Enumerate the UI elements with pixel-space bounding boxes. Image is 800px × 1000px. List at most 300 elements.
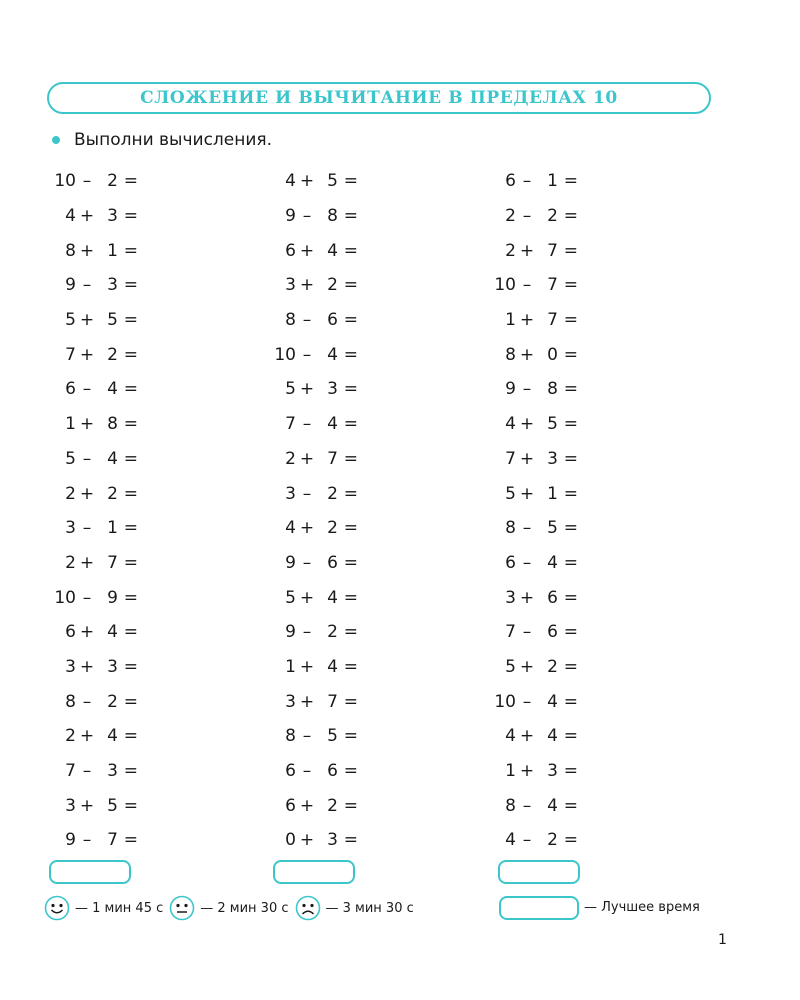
- problem-row: [484, 268, 578, 303]
- problem-operator: –: [522, 171, 532, 192]
- problem-operand-1: 5: [505, 656, 516, 677]
- problem-equals-sign: =: [123, 656, 138, 677]
- problem-row: [484, 372, 578, 407]
- problem-equals-sign: =: [123, 795, 138, 816]
- problem-row: [484, 719, 578, 754]
- problem-equals-sign: =: [123, 206, 138, 227]
- problem-equals-sign: =: [343, 587, 358, 608]
- problem-row: [44, 233, 138, 268]
- page-title: СЛОЖЕНИЕ И ВЫЧИТАНИЕ В ПРЕДЕЛАХ 10: [140, 88, 618, 108]
- problem-row: [264, 268, 358, 303]
- legend-text-neutral: — 2 мин 30 с: [200, 900, 289, 916]
- problem-column-2: [264, 164, 358, 858]
- problem-operator: –: [82, 761, 92, 782]
- problem-equals-sign: =: [343, 761, 358, 782]
- problem-row: [264, 511, 358, 546]
- problem-operator: +: [79, 240, 95, 261]
- problem-operand-2: 6: [327, 552, 338, 573]
- problem-operand-1: 5: [505, 483, 516, 504]
- problem-operator: –: [522, 795, 532, 816]
- problem-operand-2: 3: [327, 379, 338, 400]
- problem-operator: –: [302, 761, 312, 782]
- problem-equals-sign: =: [123, 344, 138, 365]
- problem-operator: –: [522, 622, 532, 643]
- problem-operand-1: 6: [285, 240, 296, 261]
- legend-item-sad: [295, 895, 414, 921]
- problem-operator: +: [519, 414, 535, 435]
- problem-equals-sign: =: [343, 275, 358, 296]
- problem-row: [44, 650, 138, 685]
- problem-operator: +: [79, 795, 95, 816]
- problem-operand-1: 1: [505, 761, 516, 782]
- problem-operand-1: 3: [285, 691, 296, 712]
- problem-operand-2: 7: [547, 310, 558, 331]
- problem-equals-sign: =: [343, 483, 358, 504]
- problem-equals-sign: =: [563, 830, 578, 851]
- problem-operator: +: [79, 414, 95, 435]
- problem-operand-1: 7: [505, 622, 516, 643]
- problem-operand-1: 10: [54, 171, 76, 192]
- problem-row: [264, 476, 358, 511]
- problem-operator: +: [299, 379, 315, 400]
- problem-row: [44, 372, 138, 407]
- problem-equals-sign: =: [343, 691, 358, 712]
- legend-text-sad: — 3 мин 30 с: [325, 900, 414, 916]
- problem-equals-sign: =: [563, 171, 578, 192]
- problem-operator: +: [79, 344, 95, 365]
- problem-operand-2: 7: [107, 830, 118, 851]
- problem-operator: +: [299, 240, 315, 261]
- problem-row: [44, 546, 138, 581]
- problem-equals-sign: =: [123, 483, 138, 504]
- problem-operand-2: 5: [547, 518, 558, 539]
- problem-row: [484, 823, 578, 858]
- problem-equals-sign: =: [343, 171, 358, 192]
- problem-equals-sign: =: [123, 240, 138, 261]
- problem-equals-sign: =: [343, 622, 358, 643]
- happy-face-icon: [44, 895, 70, 921]
- problem-operand-1: 3: [285, 483, 296, 504]
- problem-operand-1: 9: [505, 379, 516, 400]
- problem-operand-2: 2: [547, 206, 558, 227]
- problem-operator: –: [522, 518, 532, 539]
- neutral-face-icon: [169, 895, 195, 921]
- problem-row: [264, 823, 358, 858]
- problem-operator: –: [82, 171, 92, 192]
- problem-operand-2: 2: [547, 656, 558, 677]
- problem-row: [264, 719, 358, 754]
- problem-equals-sign: =: [563, 622, 578, 643]
- instruction: [52, 130, 272, 150]
- problem-equals-sign: =: [563, 483, 578, 504]
- problem-row: [484, 407, 578, 442]
- problem-operand-2: 2: [107, 483, 118, 504]
- problem-operand-2: 2: [327, 622, 338, 643]
- problem-operator: –: [302, 414, 312, 435]
- problem-equals-sign: =: [563, 379, 578, 400]
- problem-operand-2: 9: [107, 587, 118, 608]
- problem-operand-2: 3: [107, 761, 118, 782]
- problem-equals-sign: =: [343, 552, 358, 573]
- problem-operator: –: [302, 310, 312, 331]
- problem-equals-sign: =: [123, 552, 138, 573]
- problem-operand-1: 9: [285, 552, 296, 573]
- problem-operator: –: [82, 518, 92, 539]
- time-box-column-3[interactable]: [498, 860, 580, 884]
- problem-row: [484, 684, 578, 719]
- problem-operator: +: [519, 587, 535, 608]
- problem-row: [44, 511, 138, 546]
- problem-operand-2: 5: [547, 414, 558, 435]
- problem-row: [264, 199, 358, 234]
- problem-operand-1: 3: [65, 518, 76, 539]
- problem-equals-sign: =: [123, 761, 138, 782]
- problem-operand-2: 2: [107, 171, 118, 192]
- problem-operand-2: 7: [327, 448, 338, 469]
- problem-operand-1: 2: [505, 206, 516, 227]
- legend-item-happy: [44, 895, 163, 921]
- problem-equals-sign: =: [343, 414, 358, 435]
- problem-row: [264, 580, 358, 615]
- problem-operand-2: 1: [107, 240, 118, 261]
- problem-operator: –: [302, 483, 312, 504]
- problem-equals-sign: =: [123, 518, 138, 539]
- problem-equals-sign: =: [563, 691, 578, 712]
- problem-operator: +: [299, 275, 315, 296]
- problem-equals-sign: =: [123, 726, 138, 747]
- problem-row: [264, 546, 358, 581]
- problem-operand-2: 6: [547, 587, 558, 608]
- problem-operand-1: 1: [285, 656, 296, 677]
- problem-operator: +: [79, 483, 95, 504]
- problem-operator: –: [522, 379, 532, 400]
- problem-operand-2: 1: [107, 518, 118, 539]
- problem-row: [264, 337, 358, 372]
- problem-equals-sign: =: [123, 379, 138, 400]
- problem-operator: –: [522, 206, 532, 227]
- problem-equals-sign: =: [343, 344, 358, 365]
- legend-text-happy: — 1 мин 45 с: [75, 900, 164, 916]
- problem-equals-sign: =: [563, 344, 578, 365]
- problem-operand-2: 5: [327, 726, 338, 747]
- problem-equals-sign: =: [123, 414, 138, 435]
- problem-equals-sign: =: [343, 830, 358, 851]
- problem-operator: –: [522, 275, 532, 296]
- problem-operand-1: 10: [274, 344, 296, 365]
- problem-row: [44, 788, 138, 823]
- problem-operand-1: 8: [505, 518, 516, 539]
- problem-operand-1: 6: [505, 552, 516, 573]
- problem-row: [484, 511, 578, 546]
- problem-operand-1: 2: [285, 448, 296, 469]
- problem-operand-2: 2: [107, 344, 118, 365]
- problem-operand-1: 10: [494, 691, 516, 712]
- problem-operand-1: 6: [505, 171, 516, 192]
- problem-operator: +: [299, 448, 315, 469]
- problem-operator: –: [82, 448, 92, 469]
- problem-operator: –: [302, 344, 312, 365]
- problem-equals-sign: =: [563, 240, 578, 261]
- problem-row: [44, 442, 138, 477]
- problem-operand-1: 8: [285, 310, 296, 331]
- problem-equals-sign: =: [343, 518, 358, 539]
- problem-operator: +: [79, 310, 95, 331]
- problem-row: [264, 407, 358, 442]
- problem-equals-sign: =: [563, 206, 578, 227]
- problem-equals-sign: =: [343, 795, 358, 816]
- problem-operand-2: 5: [327, 171, 338, 192]
- problem-row: [484, 476, 578, 511]
- problem-operator: +: [519, 656, 535, 677]
- problem-operand-2: 7: [547, 275, 558, 296]
- problem-operand-1: 5: [285, 587, 296, 608]
- problem-equals-sign: =: [563, 310, 578, 331]
- problem-row: [44, 615, 138, 650]
- time-box-column-2[interactable]: [273, 860, 355, 884]
- problem-operator: +: [299, 656, 315, 677]
- problem-operand-1: 4: [505, 830, 516, 851]
- problem-row: [484, 164, 578, 199]
- problem-row: [44, 268, 138, 303]
- problem-operand-1: 7: [505, 448, 516, 469]
- problem-operand-2: 5: [107, 795, 118, 816]
- problem-operand-1: 4: [505, 726, 516, 747]
- problem-operator: +: [79, 206, 95, 227]
- problem-row: [484, 580, 578, 615]
- problem-equals-sign: =: [563, 518, 578, 539]
- problem-operand-1: 9: [65, 830, 76, 851]
- problem-operand-2: 4: [327, 587, 338, 608]
- problem-row: [484, 199, 578, 234]
- problem-operand-2: 3: [107, 206, 118, 227]
- problem-equals-sign: =: [563, 448, 578, 469]
- problem-equals-sign: =: [123, 275, 138, 296]
- time-box-column-1[interactable]: [49, 860, 131, 884]
- problem-operand-2: 2: [547, 830, 558, 851]
- problem-operand-1: 2: [65, 726, 76, 747]
- problem-operand-1: 5: [285, 379, 296, 400]
- problem-row: [44, 199, 138, 234]
- problem-column-3: [484, 164, 578, 858]
- problem-operand-2: 5: [107, 310, 118, 331]
- problem-row: [44, 303, 138, 338]
- problem-operand-2: 7: [547, 240, 558, 261]
- problem-equals-sign: =: [343, 206, 358, 227]
- problem-operand-1: 1: [505, 310, 516, 331]
- problem-operand-1: 3: [65, 656, 76, 677]
- problem-operand-1: 7: [65, 761, 76, 782]
- problem-row: [264, 164, 358, 199]
- problem-operand-1: 6: [65, 622, 76, 643]
- problem-operator: +: [299, 587, 315, 608]
- problem-operand-1: 8: [65, 691, 76, 712]
- best-time-box[interactable]: [499, 896, 579, 920]
- problem-operand-2: 8: [547, 379, 558, 400]
- problem-row: [264, 303, 358, 338]
- problem-equals-sign: =: [343, 448, 358, 469]
- problem-operator: +: [519, 310, 535, 331]
- problem-operand-1: 4: [65, 206, 76, 227]
- problem-operand-1: 4: [285, 171, 296, 192]
- problem-operand-1: 4: [505, 414, 516, 435]
- problem-operator: +: [519, 448, 535, 469]
- problem-operator: –: [82, 691, 92, 712]
- problem-operand-2: 4: [547, 552, 558, 573]
- problem-equals-sign: =: [563, 414, 578, 435]
- problem-operand-1: 8: [285, 726, 296, 747]
- problem-row: [44, 164, 138, 199]
- problem-operand-2: 6: [327, 761, 338, 782]
- problem-operator: +: [299, 691, 315, 712]
- problem-operand-2: 2: [327, 483, 338, 504]
- problem-equals-sign: =: [343, 310, 358, 331]
- problem-operand-1: 2: [65, 483, 76, 504]
- problem-operator: +: [519, 726, 535, 747]
- problem-operand-1: 4: [285, 518, 296, 539]
- problem-operator: +: [79, 656, 95, 677]
- problem-row: [484, 754, 578, 789]
- problem-operator: –: [302, 726, 312, 747]
- problem-operand-1: 6: [65, 379, 76, 400]
- problem-equals-sign: =: [123, 691, 138, 712]
- problem-equals-sign: =: [123, 310, 138, 331]
- problem-row: [484, 650, 578, 685]
- problem-operand-2: 7: [107, 552, 118, 573]
- problem-row: [484, 233, 578, 268]
- problem-row: [264, 233, 358, 268]
- problem-operand-1: 3: [285, 275, 296, 296]
- problem-operator: +: [519, 761, 535, 782]
- problem-operand-2: 4: [547, 691, 558, 712]
- problem-operand-2: 0: [547, 344, 558, 365]
- problem-operand-2: 8: [107, 414, 118, 435]
- problem-operator: +: [299, 518, 315, 539]
- bullet-icon: [52, 136, 60, 144]
- problem-operand-2: 3: [547, 448, 558, 469]
- problem-row: [484, 442, 578, 477]
- problem-equals-sign: =: [563, 795, 578, 816]
- problem-operator: +: [299, 171, 315, 192]
- problem-operator: +: [79, 726, 95, 747]
- problem-row: [44, 580, 138, 615]
- problem-row: [264, 754, 358, 789]
- problem-row: [484, 337, 578, 372]
- problem-equals-sign: =: [123, 448, 138, 469]
- problem-operand-2: 6: [327, 310, 338, 331]
- problem-operator: +: [299, 830, 315, 851]
- problem-operator: –: [82, 587, 92, 608]
- problem-operand-1: 1: [65, 414, 76, 435]
- problem-operand-1: 2: [65, 552, 76, 573]
- problem-operand-1: 7: [65, 344, 76, 365]
- problem-operand-1: 9: [65, 275, 76, 296]
- problem-equals-sign: =: [563, 656, 578, 677]
- problem-row: [484, 303, 578, 338]
- problem-operand-1: 8: [505, 795, 516, 816]
- problem-operator: +: [299, 795, 315, 816]
- problem-equals-sign: =: [123, 622, 138, 643]
- problem-operand-1: 8: [65, 240, 76, 261]
- legend-item-neutral: [169, 895, 288, 921]
- problem-operator: –: [302, 552, 312, 573]
- problem-equals-sign: =: [343, 656, 358, 677]
- problem-operator: +: [79, 622, 95, 643]
- problem-operand-1: 6: [285, 795, 296, 816]
- problem-operand-1: 9: [285, 206, 296, 227]
- problem-operator: +: [519, 483, 535, 504]
- problem-row: [264, 372, 358, 407]
- title-banner: [47, 82, 711, 114]
- problem-operand-1: 5: [65, 310, 76, 331]
- problem-equals-sign: =: [123, 830, 138, 851]
- problem-operand-1: 10: [494, 275, 516, 296]
- problem-operand-1: 6: [285, 761, 296, 782]
- problem-operator: –: [82, 379, 92, 400]
- problem-row: [484, 788, 578, 823]
- problem-operator: +: [519, 344, 535, 365]
- problem-row: [44, 407, 138, 442]
- problem-operand-2: 1: [547, 171, 558, 192]
- problem-row: [44, 719, 138, 754]
- problem-row: [44, 754, 138, 789]
- problem-operator: –: [522, 552, 532, 573]
- problem-operand-2: 4: [327, 656, 338, 677]
- problem-equals-sign: =: [123, 587, 138, 608]
- problem-row: [484, 546, 578, 581]
- problem-operand-2: 4: [327, 414, 338, 435]
- problem-row: [264, 615, 358, 650]
- problem-operand-2: 8: [327, 206, 338, 227]
- problem-operand-2: 2: [327, 795, 338, 816]
- problem-row: [44, 337, 138, 372]
- sad-face-icon: [295, 895, 321, 921]
- problem-operator: –: [522, 830, 532, 851]
- problem-operand-2: 7: [327, 691, 338, 712]
- problem-operand-2: 4: [327, 344, 338, 365]
- problem-operand-1: 8: [505, 344, 516, 365]
- problem-equals-sign: =: [563, 726, 578, 747]
- problem-operand-2: 3: [107, 656, 118, 677]
- problem-column-1: [44, 164, 138, 858]
- problem-operand-2: 6: [547, 622, 558, 643]
- problem-operand-1: 10: [54, 587, 76, 608]
- problem-row: [264, 442, 358, 477]
- time-legend: [44, 895, 420, 921]
- problem-operand-1: 0: [285, 830, 296, 851]
- instruction-text: Выполни вычисления.: [74, 130, 273, 150]
- problem-operand-2: 2: [107, 691, 118, 712]
- problem-operand-2: 2: [327, 518, 338, 539]
- page-number: 1: [718, 932, 727, 948]
- problem-operand-2: 4: [107, 726, 118, 747]
- problem-equals-sign: =: [343, 240, 358, 261]
- problem-operator: –: [82, 830, 92, 851]
- problem-operand-2: 3: [327, 830, 338, 851]
- problem-row: [264, 650, 358, 685]
- problem-operand-1: 2: [505, 240, 516, 261]
- problem-operand-1: 3: [65, 795, 76, 816]
- problem-row: [264, 788, 358, 823]
- problem-equals-sign: =: [343, 726, 358, 747]
- problem-equals-sign: =: [563, 761, 578, 782]
- problem-operand-1: 5: [65, 448, 76, 469]
- problem-operand-2: 4: [547, 726, 558, 747]
- problem-operator: +: [519, 240, 535, 261]
- problem-operand-2: 4: [107, 448, 118, 469]
- problem-row: [44, 823, 138, 858]
- problem-equals-sign: =: [123, 171, 138, 192]
- problem-row: [264, 684, 358, 719]
